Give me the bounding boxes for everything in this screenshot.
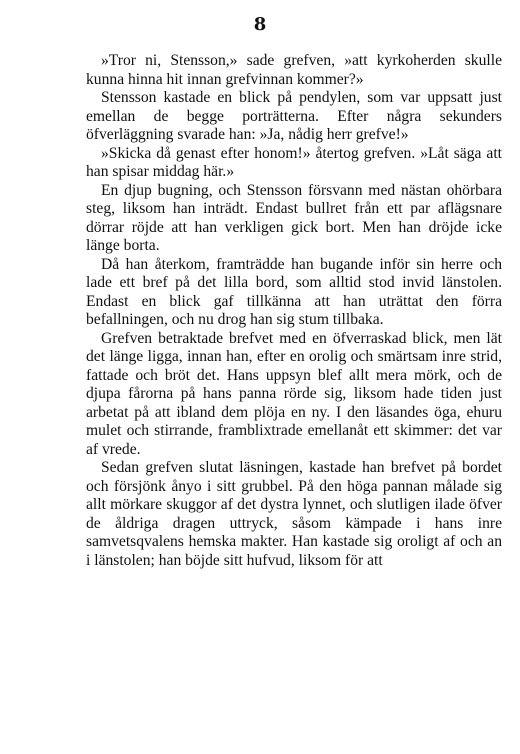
paragraph-5: Då han återkom, framträdde han bugande inför sin herre och lade ett bref på det lilla bord, som alltid stod invid länstolen. Endast en blick gaf tillkänna att han uträttat den förra befallningen, och nu drog han sig stum tillbaka. (86, 255, 502, 328)
page-number: 8 (253, 14, 267, 35)
paragraph-7: Sedan grefven slutat läsningen, kastade han brefvet på bordet och försjönk ånyo i sitt grubbel. På den höga pannan målade sig allt mörkare skuggor af det dystra lynnet, och slutligen ilade öfver de åldriga dragen uttryck, såsom kämpade i hans inre samvetsqvalens hemska makter. Han kastade sig oroligt af och an i länstolen; han böjde sitt hufvud, liksom för att (86, 459, 502, 569)
paragraph-6: Grefven betraktade brefvet med en öfverraskad blick, men lät det länge ligga, innan han, efter en orolig och smärtsam inre strid, fattade och bröt det. Hans uppsyn blef allt mera mörk, och de djupa fårorna på hans panna rörde sig, liksom hade tiden just arbetat på att ibland dem plöja en ny. I den läsandes öga, ehuru mulet och stirrande, framblixtrade emellanåt ett skimmer: det var af vrede. (86, 329, 502, 458)
paragraph-3: »Skicka då genast efter honom!» återtog grefven. »Låt säga att han spisar middag här.» (86, 144, 502, 180)
paragraph-1: »Tror ni, Stensson,» sade grefven, »att kyrkoherden skulle kunna hinna hit innan grefvinnan kommer?» (86, 52, 502, 88)
paragraph-4: En djup bugning, och Stensson försvann med nästan ohörbara steg, liksom han inträdt. Endast bullret från ett par aflägsnare dörrar röjde att han verkligen gick bort. Men han dröjde icke länge borta. (86, 181, 502, 254)
body-text (86, 52, 502, 570)
paragraph-2: Stensson kastade en blick på pendylen, som var uppsatt just emellan de begge porträtterna. Efter några sekunders öfverläggning svarade han: »Ja, nådig herr grefve!» (86, 89, 502, 143)
